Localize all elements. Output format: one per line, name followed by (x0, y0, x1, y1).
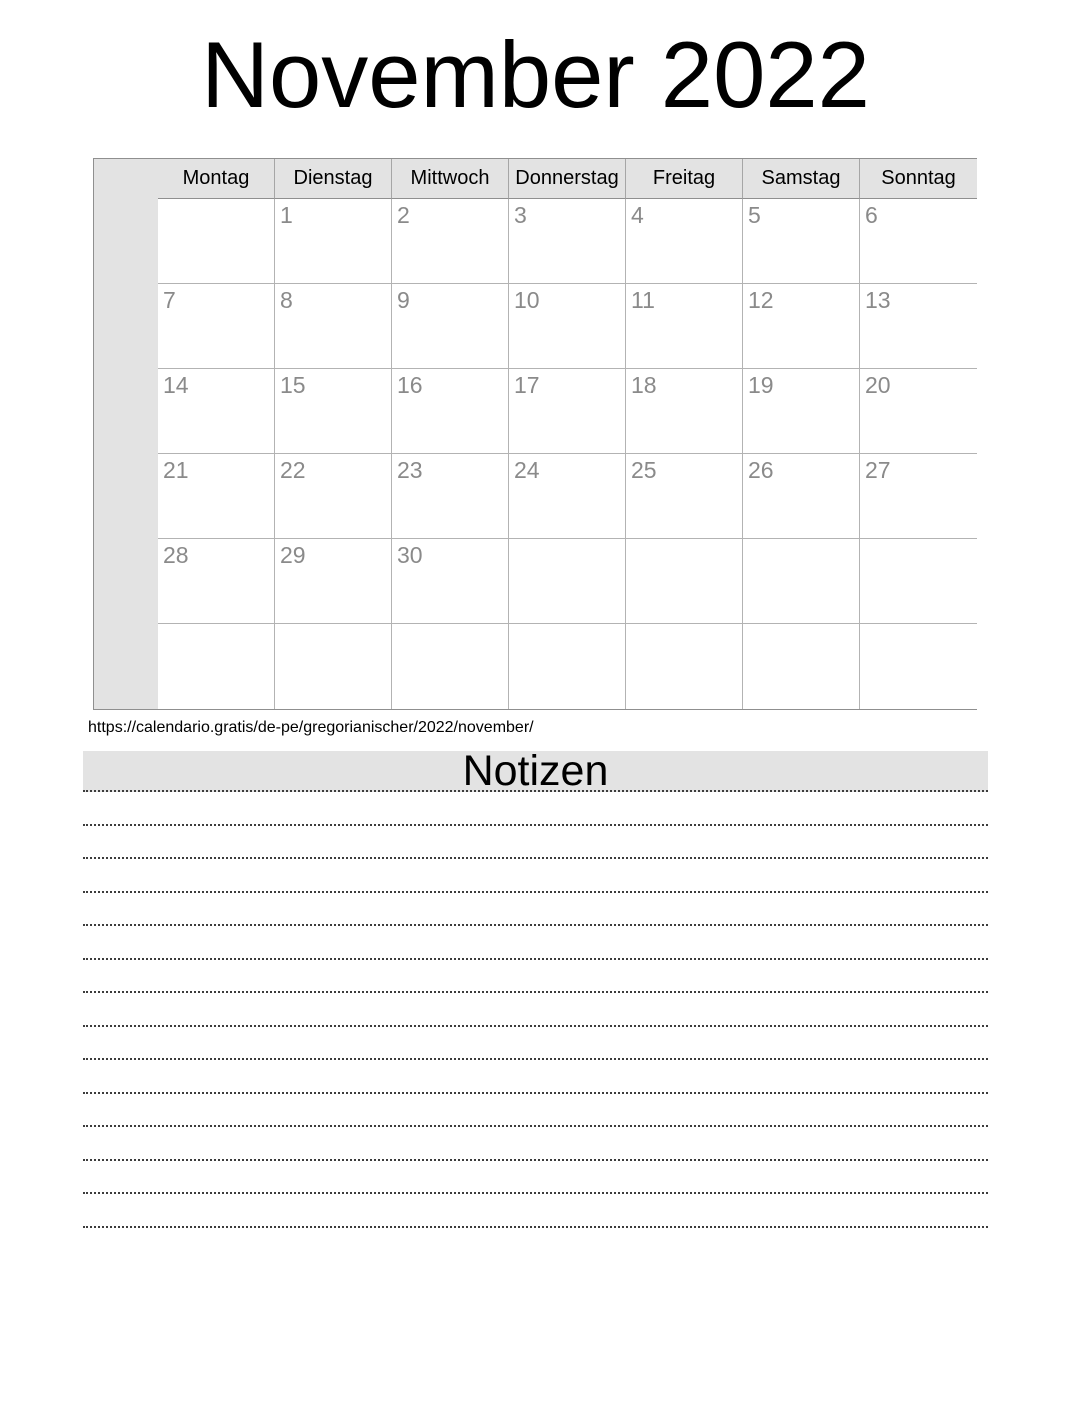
day-cell (509, 284, 626, 369)
day-cell (860, 624, 977, 709)
notes-section (83, 747, 988, 1228)
day-cell (860, 284, 977, 369)
day-cell (509, 369, 626, 454)
day-cell (626, 624, 743, 709)
day-number: 17 (514, 372, 540, 398)
notes-line (83, 960, 988, 994)
page (0, 22, 1071, 1228)
day-number: 26 (748, 457, 774, 483)
day-number: 14 (163, 372, 189, 398)
day-cell (275, 454, 392, 539)
day-number: 25 (631, 457, 657, 483)
day-cell (158, 284, 275, 369)
day-cell (743, 624, 860, 709)
day-number: 5 (748, 202, 761, 228)
day-cell (158, 539, 275, 624)
weekday-header-donnerstag: Donnerstag (509, 159, 626, 199)
notes-header (83, 747, 988, 795)
day-cell (509, 199, 626, 284)
page-title: November 2022 (201, 22, 870, 127)
day-cell (158, 454, 275, 539)
day-number: 3 (514, 202, 527, 228)
weekday-header-dienstag: Dienstag (275, 159, 392, 199)
weekday-header-mittwoch: Mittwoch (392, 159, 509, 199)
day-cell (626, 369, 743, 454)
day-cell (860, 454, 977, 539)
day-number: 11 (631, 287, 655, 313)
day-number: 22 (280, 457, 306, 483)
day-number: 10 (514, 287, 540, 313)
notes-lines (83, 792, 988, 1228)
day-number: 2 (397, 202, 410, 228)
day-cell (860, 199, 977, 284)
day-number: 1 (280, 202, 293, 228)
day-number: 4 (631, 202, 644, 228)
day-cell (392, 624, 509, 709)
notes-line (83, 1194, 988, 1228)
notes-line (83, 1094, 988, 1128)
day-number: 6 (865, 202, 878, 228)
notes-line (83, 1060, 988, 1094)
day-number: 21 (163, 457, 189, 483)
day-cell (743, 199, 860, 284)
day-cell (743, 369, 860, 454)
notes-line (83, 826, 988, 860)
day-number: 27 (865, 457, 891, 483)
weekday-header-samstag: Samstag (743, 159, 860, 199)
source-url: https://calendario.gratis/de-pe/gregorianischer/2022/november/ (88, 719, 534, 736)
day-cell (392, 369, 509, 454)
day-number: 7 (163, 287, 176, 313)
day-cell (275, 624, 392, 709)
day-number: 28 (163, 542, 189, 568)
day-cell (392, 199, 509, 284)
day-cell (392, 539, 509, 624)
day-number: 12 (748, 287, 774, 313)
notes-line (83, 993, 988, 1027)
day-cell (860, 369, 977, 454)
notes-line (83, 859, 988, 893)
day-number: 19 (748, 372, 774, 398)
notes-line (83, 792, 988, 826)
day-number: 8 (280, 287, 293, 313)
day-cell (275, 284, 392, 369)
day-cell (860, 539, 977, 624)
day-cell (743, 284, 860, 369)
day-cell (392, 284, 509, 369)
notes-line (83, 1127, 988, 1161)
day-cell (509, 624, 626, 709)
calendar-table (93, 158, 977, 710)
day-cell (275, 199, 392, 284)
day-cell (158, 199, 275, 284)
day-number: 15 (280, 372, 306, 398)
notes-line (83, 1161, 988, 1195)
day-cell (275, 369, 392, 454)
weekday-header-montag: Montag (158, 159, 275, 199)
notes-line (83, 926, 988, 960)
day-cell (275, 539, 392, 624)
day-cell (509, 454, 626, 539)
weekday-header-freitag: Freitag (626, 159, 743, 199)
day-cell (509, 539, 626, 624)
notes-line (83, 893, 988, 927)
notes-line (83, 1027, 988, 1061)
day-cell (626, 454, 743, 539)
day-cell (626, 284, 743, 369)
day-cell (158, 369, 275, 454)
day-number: 30 (397, 542, 423, 568)
day-number: 9 (397, 287, 410, 313)
day-number: 23 (397, 457, 423, 483)
calendar-side-column (94, 159, 158, 709)
day-cell (743, 454, 860, 539)
day-cell (626, 539, 743, 624)
day-number: 29 (280, 542, 306, 568)
day-number: 20 (865, 372, 891, 398)
day-number: 13 (865, 287, 891, 313)
day-number: 16 (397, 372, 423, 398)
day-cell (626, 199, 743, 284)
day-number: 24 (514, 457, 540, 483)
day-cell (743, 539, 860, 624)
notes-heading: Notizen (462, 747, 609, 795)
day-cell (158, 624, 275, 709)
day-number: 18 (631, 372, 657, 398)
weekday-header-sonntag: Sonntag (860, 159, 977, 199)
day-cell (392, 454, 509, 539)
